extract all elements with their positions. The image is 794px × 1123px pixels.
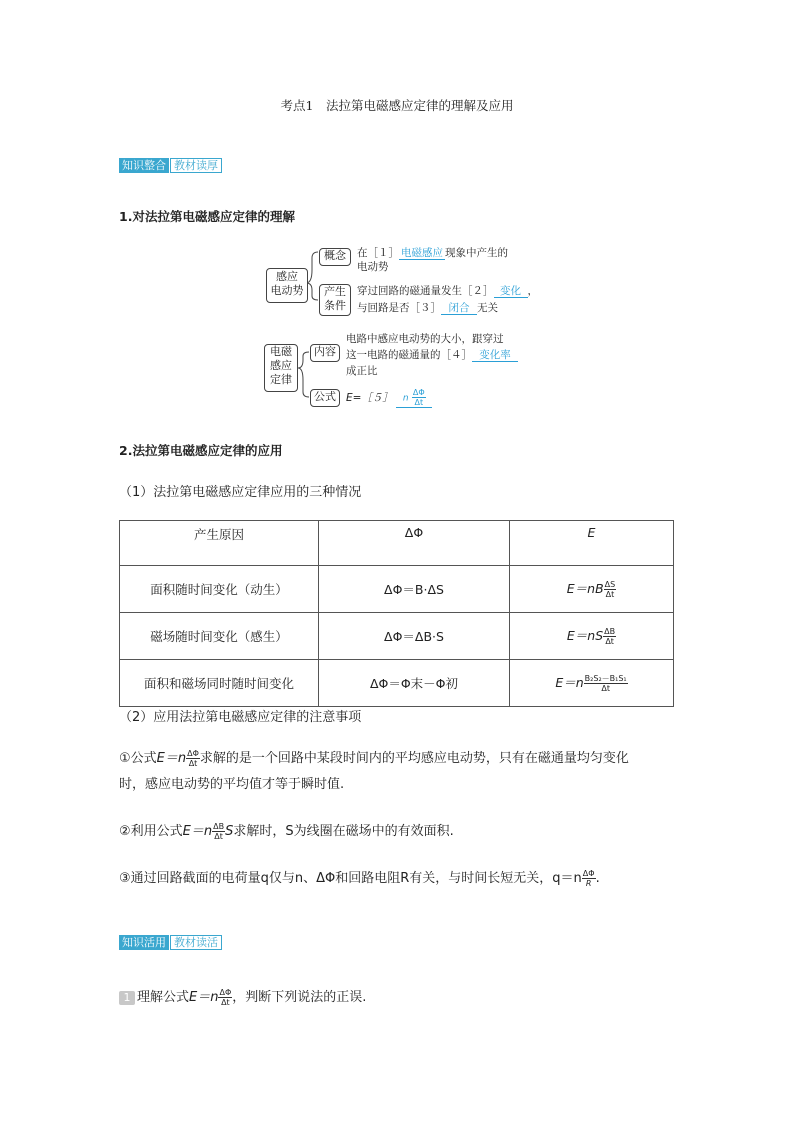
- note2-text: 求解时，S为线圈在磁场中的有效面积.: [233, 824, 454, 839]
- e-formula-prefix: E＝n: [555, 675, 584, 690]
- tag-label-secondary: 教材读活: [170, 935, 222, 950]
- e-numerator: ΔS: [604, 580, 616, 589]
- table-cell-dphi: ΔΦ＝B·ΔS: [319, 566, 510, 613]
- table-row: [120, 613, 674, 660]
- formula-text: [346, 388, 432, 408]
- note3-end: .: [595, 871, 600, 886]
- note-1-line1: [119, 749, 629, 768]
- table-cell-e: [510, 613, 674, 660]
- question-formula: E＝n: [189, 990, 219, 1005]
- answer-blank-5: [396, 388, 432, 408]
- e-denominator: Δt: [601, 684, 610, 693]
- table-header-e: E: [510, 521, 674, 566]
- note-3: [119, 869, 600, 888]
- concept-text-a: 在［１］: [357, 247, 399, 259]
- mindmap-root-law: [264, 344, 298, 392]
- formula-prefix: E=［５］: [346, 392, 393, 404]
- mindmap-root-emf: [266, 268, 308, 303]
- note1-text: 求解的是一个回路中某段时间内的平均感应电动势，只有在磁通量均匀变化: [199, 751, 629, 766]
- blank5-n: n: [402, 393, 409, 404]
- note3-fraction: [582, 869, 596, 888]
- content-text-line3: 成正比: [346, 365, 378, 377]
- subheading-three-cases: （1）法拉第电磁感应定律应用的三种情况: [119, 485, 362, 500]
- e-numerator: B₂S₂－B₁S₁: [584, 674, 627, 683]
- note1-prefix: ①公式: [119, 751, 157, 766]
- table-cell-e: [510, 566, 674, 613]
- section-heading-2: 2.法拉第电磁感应定律的应用: [119, 443, 283, 458]
- answer-blank-2: 变化: [494, 285, 528, 298]
- content-text-line1: 电路中感应电动势的大小，跟穿过: [346, 333, 504, 345]
- blank5-denominator: Δt: [414, 398, 424, 407]
- table-cell-cause: 磁场随时间变化（感生）: [120, 613, 319, 660]
- e-fraction: [603, 627, 616, 646]
- content-label: 内容: [314, 345, 336, 358]
- table-cell-cause: 面积和磁场同时随时间变化: [120, 660, 319, 707]
- note-2: [119, 822, 454, 841]
- note1-numerator: ΔΦ: [187, 749, 199, 758]
- table-cell-e: [510, 660, 674, 707]
- e-formula-prefix: E＝nS: [566, 628, 604, 643]
- condition-text-a: 穿过回路的磁通量发生［２］: [357, 285, 494, 297]
- e-denominator: Δt: [605, 590, 615, 599]
- section-heading-1: 1.对法拉第电磁感应定律的理解: [119, 209, 295, 224]
- mindmap-node-content: [310, 344, 340, 362]
- question-number-badge: 1: [119, 991, 135, 1005]
- table-cell-dphi: ΔΦ＝Φ末－Φ初: [319, 660, 510, 707]
- question-denominator: Δt: [221, 998, 230, 1007]
- formula-label: 公式: [314, 390, 336, 403]
- mindmap-node-concept: [319, 248, 351, 266]
- tag-label-primary: 知识活用: [119, 935, 169, 950]
- note3-denominator: R: [585, 879, 592, 888]
- root-emf-text: 感应 电动势: [270, 270, 304, 297]
- condition-text-d: 无关: [477, 302, 498, 314]
- content-text-b: 这一电路的磁通量的［４］: [346, 349, 472, 361]
- note2-prefix: ②利用公式: [119, 824, 183, 839]
- application-table: [119, 520, 674, 707]
- e-denominator: Δt: [605, 637, 614, 646]
- note3-text: ③通过回路截面的电荷量q仅与n、ΔΦ和回路电阻R有关，与时间长短无关，q＝n: [119, 871, 582, 886]
- question-text: ，判断下列说法的正误.: [232, 990, 367, 1005]
- mindmap-node-formula: [310, 389, 340, 407]
- note2-denominator: Δt: [214, 832, 223, 841]
- table-cell-cause: 面积随时间变化（动生）: [120, 566, 319, 613]
- condition-text-line2: [357, 300, 498, 316]
- question-prefix: 理解公式: [137, 990, 190, 1005]
- table-row: [120, 660, 674, 707]
- concept-label: 概念: [324, 249, 346, 262]
- condition-label: 产生 条件: [324, 285, 346, 312]
- table-header-row: [120, 521, 674, 566]
- answer-blank-3: 闭合: [441, 302, 477, 315]
- note2-numerator: ΔB: [213, 822, 225, 831]
- e-fraction: [584, 674, 628, 693]
- answer-blank-1: 电磁感应: [401, 247, 443, 259]
- note-1-line2: 时，感应电动势的平均值才等于瞬时值.: [119, 777, 345, 792]
- note1-fraction: [186, 749, 200, 768]
- note2-fraction: [212, 822, 225, 841]
- question-1: [119, 988, 366, 1007]
- note3-numerator: ΔΦ: [582, 869, 595, 878]
- root-law-text: 电磁 感应 定律: [270, 345, 292, 386]
- section-tag-practice: [119, 935, 222, 950]
- subheading-notes: （2）应用法拉第电磁感应定律的注意事项: [119, 710, 362, 725]
- blank5-fraction: [412, 388, 426, 407]
- content-text-line2: [346, 347, 518, 363]
- e-fraction: [604, 580, 617, 599]
- answer-blank-4: 变化率: [472, 349, 518, 362]
- note1-denominator: Δt: [188, 759, 198, 768]
- tag-label-secondary: 教材读厚: [170, 158, 222, 173]
- table-header-cause: 产生原因: [120, 521, 319, 566]
- condition-text-c: 与回路是否［３］: [357, 302, 441, 314]
- question-numerator: ΔΦ: [219, 988, 232, 997]
- condition-text-line1: [357, 283, 538, 299]
- question-fraction: [218, 988, 232, 1007]
- note2-formula-suffix: S: [225, 824, 234, 839]
- table-header-dphi: ΔΦ: [319, 521, 510, 566]
- table-row: [120, 566, 674, 613]
- blank5-numerator: ΔΦ: [412, 388, 425, 397]
- mindmap-node-condition: [319, 284, 351, 316]
- note2-formula: E＝n: [182, 824, 213, 839]
- concept-text-b: 现象中产生的: [445, 247, 508, 259]
- page-title: 考点1 法拉第电磁感应定律的理解及应用: [280, 98, 514, 113]
- table-cell-dphi: ΔΦ＝ΔB·S: [319, 613, 510, 660]
- note1-formula: E＝n: [156, 751, 187, 766]
- concept-text-line2: 电动势: [357, 261, 389, 273]
- condition-text-b: ，: [527, 285, 538, 297]
- e-numerator: ΔB: [604, 627, 616, 636]
- tag-label-primary: 知识整合: [119, 158, 169, 173]
- e-formula-prefix: E＝nB: [566, 581, 604, 596]
